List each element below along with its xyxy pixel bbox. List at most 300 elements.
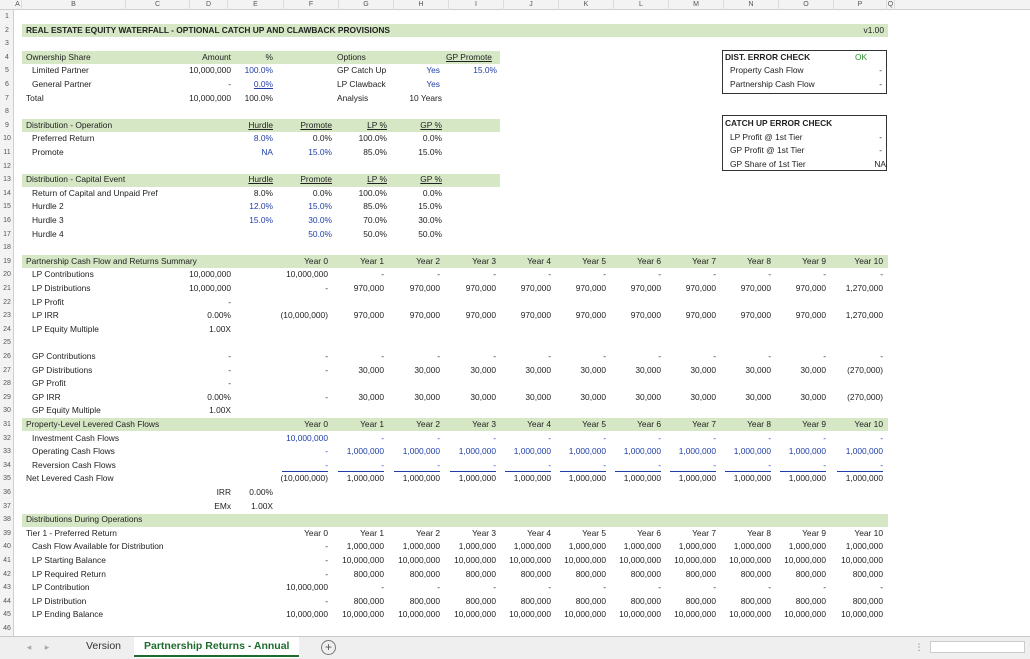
row-header-20[interactable]: 20 [3, 271, 11, 279]
year-value[interactable]: - [381, 582, 384, 593]
prev-sheet-button[interactable]: ◂ [26, 642, 32, 652]
dist_cap-hurdle[interactable]: 8.0% [253, 187, 273, 198]
year-header[interactable]: Year 0 [304, 527, 328, 538]
row-header-9[interactable]: 9 [5, 121, 9, 129]
year-value[interactable]: - [325, 283, 328, 293]
year-value[interactable]: 800,000 [630, 568, 661, 579]
row-header-17[interactable]: 17 [3, 230, 11, 238]
horizontal-scrollbar[interactable] [930, 641, 1025, 653]
year-value[interactable]: - [437, 432, 440, 443]
year-value[interactable]: - [603, 459, 606, 470]
year-value[interactable]: 1,000,000 [733, 541, 771, 552]
gp-share-tier-label[interactable]: GP Share of 1st Tier [730, 159, 806, 169]
dist_op-gp-pct[interactable]: 0.0% [422, 133, 442, 144]
column-header-b[interactable]: B [22, 0, 126, 10]
year-value[interactable]: 10,000,000 [342, 555, 384, 565]
ops-cf-label[interactable]: Cash Flow Available for Distribution [32, 541, 164, 552]
year-header[interactable]: Year 4 [527, 255, 551, 266]
year-value[interactable]: 10,000,000 [398, 555, 440, 565]
year-value[interactable]: - [823, 459, 826, 470]
dist_op-lp-header[interactable]: LP % [367, 119, 387, 130]
row-header-36[interactable]: 36 [3, 489, 11, 496]
row-header-32[interactable]: 32 [3, 434, 11, 442]
year-value[interactable]: 970,000 [795, 283, 826, 293]
row-header-35[interactable]: 35 [3, 475, 11, 483]
year-value[interactable]: - [325, 351, 328, 361]
dist_cap-gp-header[interactable]: GP % [420, 174, 442, 185]
property-header[interactable]: Property-Level Levered Cash Flows [26, 419, 160, 429]
year-value[interactable]: 10,000,000 [564, 555, 606, 565]
dist_cap-hurdle[interactable]: 12.0% [249, 201, 273, 212]
year-value[interactable]: 1,000,000 [623, 541, 661, 552]
year-value[interactable]: - [493, 432, 496, 443]
dist_cap-lp-pct[interactable]: 50.0% [363, 228, 387, 239]
row-header-10[interactable]: 10 [3, 135, 11, 143]
lp-profit-tier-value[interactable]: - [879, 131, 882, 142]
column-header-f[interactable]: F [284, 0, 339, 10]
year-value[interactable]: - [381, 269, 384, 280]
summary-gp_profit-label[interactable]: GP Profit [32, 378, 66, 389]
column-header-l[interactable]: L [614, 0, 669, 10]
year-value[interactable]: - [548, 582, 551, 593]
year-value[interactable]: - [713, 351, 716, 361]
year-value[interactable]: 1,000,000 [346, 541, 384, 552]
irr-label[interactable]: IRR [216, 487, 231, 497]
year-value[interactable]: - [768, 351, 771, 361]
summary-gp_contrib-label[interactable]: GP Contributions [32, 351, 96, 361]
column-header-k[interactable]: K [559, 0, 614, 10]
column-header-d[interactable]: D [190, 0, 228, 10]
year-value[interactable]: (270,000) [847, 364, 883, 375]
year-value[interactable]: 30,000 [470, 364, 496, 375]
irr-value[interactable]: 0.00% [249, 487, 273, 497]
year-value[interactable]: 970,000 [465, 310, 496, 321]
part-cf-label[interactable]: Partnership Cash Flow [730, 79, 815, 89]
year-value[interactable]: 10,000,000 [454, 609, 496, 620]
summary-header[interactable]: Partnership Cash Flow and Returns Summary [26, 255, 197, 266]
year-header[interactable]: Year 8 [747, 527, 771, 538]
more-options-icon[interactable]: ⋮ [914, 642, 924, 652]
summary-lp_dist-label[interactable]: LP Distributions [32, 283, 91, 293]
operating-cf-label[interactable]: Operating Cash Flows [32, 446, 115, 457]
year-value[interactable]: - [493, 582, 496, 593]
year-value[interactable]: - [325, 568, 328, 579]
year-value[interactable]: 800,000 [465, 595, 496, 606]
row-header-19[interactable]: 19 [3, 257, 11, 265]
dist_cap-header[interactable]: Distribution - Capital Event [26, 174, 126, 185]
year-value[interactable]: - [437, 582, 440, 593]
row-header-34[interactable]: 34 [3, 461, 11, 469]
year-value[interactable]: 1,000,000 [678, 446, 716, 457]
column-header-e[interactable]: E [228, 0, 284, 10]
year-header[interactable]: Year 2 [416, 419, 440, 429]
gp-promote-value[interactable]: 15.0% [473, 65, 497, 76]
tab-partnership-returns-annual[interactable]: Partnership Returns - Annual [134, 637, 299, 657]
year-value[interactable]: 970,000 [575, 283, 606, 293]
row-header-7[interactable]: 7 [5, 94, 9, 102]
year-header[interactable]: Year 6 [637, 527, 661, 538]
summary-gp_contrib-total[interactable]: - [228, 351, 231, 361]
year-value[interactable]: - [768, 269, 771, 280]
row-header-2[interactable]: 2 [5, 26, 9, 34]
year-value[interactable]: 30,000 [635, 391, 661, 402]
year-value[interactable]: 1,000,000 [568, 473, 606, 484]
column-header-q[interactable]: Q [887, 1, 894, 8]
dist_cap-row-label[interactable]: Hurdle 3 [32, 215, 64, 225]
row-header-37[interactable]: 37 [3, 502, 11, 510]
year-value[interactable]: 1,000,000 [346, 473, 384, 484]
row-header-25[interactable]: 25 [3, 339, 11, 347]
year-header[interactable]: Year 10 [854, 527, 883, 538]
row-header-27[interactable]: 27 [3, 366, 11, 374]
options-header[interactable]: Options [337, 51, 366, 62]
year-value[interactable]: 970,000 [409, 283, 440, 293]
row-header-1[interactable]: 1 [5, 13, 9, 20]
ops-lp_end-label[interactable]: LP Ending Balance [32, 609, 104, 620]
year-value[interactable]: - [603, 432, 606, 443]
row-header-33[interactable]: 33 [3, 448, 11, 456]
row-header-45[interactable]: 45 [3, 611, 11, 619]
year-value[interactable]: - [658, 432, 661, 443]
amount-header[interactable]: Amount [202, 51, 231, 62]
column-header-c[interactable]: C [126, 0, 190, 10]
dist_cap-lp-pct[interactable]: 70.0% [363, 215, 387, 225]
dist_op-lp-pct[interactable]: 85.0% [363, 147, 387, 157]
dist_op-row-label[interactable]: Preferred Return [32, 133, 95, 144]
lp-amount[interactable]: 10,000,000 [189, 65, 231, 76]
dist_cap-promote[interactable]: 15.0% [308, 201, 332, 212]
year-value[interactable]: 800,000 [465, 568, 496, 579]
row-header-38[interactable]: 38 [3, 516, 11, 524]
year-value[interactable]: 1,000,000 [733, 446, 771, 457]
lp-label[interactable]: Limited Partner [32, 65, 89, 76]
year-value[interactable]: 800,000 [740, 568, 771, 579]
gp-pct[interactable]: 0.0% [253, 79, 273, 89]
prop-cf-value[interactable]: - [879, 65, 882, 76]
summary-lp_irr-label[interactable]: LP IRR [32, 310, 59, 321]
dist_cap-promote[interactable]: 0.0% [312, 187, 332, 198]
year-value[interactable]: 10,000,000 [286, 582, 328, 593]
year-value[interactable]: 30,000 [580, 391, 606, 402]
summary-gp_irr-total[interactable]: 0.00% [207, 391, 231, 402]
year-value[interactable]: 1,000,000 [678, 541, 716, 552]
year-value[interactable]: 1,000,000 [623, 473, 661, 484]
year-value[interactable]: 1,000,000 [788, 541, 826, 552]
summary-gp_irr-label[interactable]: GP IRR [32, 391, 61, 402]
pct-header[interactable]: % [265, 51, 273, 62]
dist_cap-promote[interactable]: 50.0% [308, 228, 332, 239]
year-value[interactable]: - [823, 582, 826, 593]
year-value[interactable]: 800,000 [575, 568, 606, 579]
year-value[interactable]: - [548, 459, 551, 470]
summary-gp_profit-total[interactable]: - [228, 378, 231, 389]
year-value[interactable]: - [658, 269, 661, 280]
year-value[interactable]: 970,000 [630, 283, 661, 293]
year-value[interactable]: 30,000 [745, 364, 771, 375]
year-value[interactable]: 970,000 [409, 310, 440, 321]
analysis-value[interactable]: 10 Years [409, 92, 442, 103]
year-value[interactable]: 970,000 [795, 310, 826, 321]
year-value[interactable]: (10,000,000) [280, 473, 328, 484]
year-value[interactable]: 800,000 [520, 595, 551, 606]
year-value[interactable]: - [325, 459, 328, 470]
year-value[interactable]: 800,000 [630, 595, 661, 606]
year-header[interactable]: Year 10 [854, 419, 883, 429]
row-header-21[interactable]: 21 [3, 285, 11, 292]
summary-gp_em-total[interactable]: 1.00X [209, 405, 231, 416]
year-header[interactable]: Year 3 [472, 419, 496, 429]
year-value[interactable]: 800,000 [353, 595, 384, 606]
year-value[interactable]: 30,000 [800, 391, 826, 402]
summary-gp_dist-total[interactable]: - [228, 364, 231, 375]
year-value[interactable]: 10,000,000 [729, 555, 771, 565]
dist_op-promote[interactable]: 15.0% [308, 147, 332, 157]
version-label[interactable]: v1.00 [863, 24, 884, 35]
ops-header[interactable]: Distributions During Operations [26, 514, 143, 525]
net-levered-cf-label[interactable]: Net Levered Cash Flow [26, 473, 114, 484]
column-header-o[interactable]: O [779, 0, 834, 10]
year-value[interactable]: 10,000,000 [841, 609, 883, 620]
lp-profit-tier-label[interactable]: LP Profit @ 1st Tier [730, 131, 803, 142]
year-value[interactable]: - [658, 351, 661, 361]
summary-gp_em-label[interactable]: GP Equity Multiple [32, 405, 101, 416]
year-value[interactable]: 970,000 [630, 310, 661, 321]
dist_op-lp-pct[interactable]: 100.0% [358, 133, 387, 144]
year-value[interactable]: 10,000,000 [784, 555, 826, 565]
year-value[interactable]: 970,000 [685, 283, 716, 293]
year-header[interactable]: Year 9 [802, 255, 826, 266]
year-value[interactable]: 800,000 [795, 568, 826, 579]
year-value[interactable]: - [603, 351, 606, 361]
row-header-46[interactable]: 46 [3, 625, 11, 632]
year-value[interactable]: 10,000,000 [509, 555, 551, 565]
year-header[interactable]: Year 8 [747, 419, 771, 429]
year-value[interactable]: 10,000,000 [619, 555, 661, 565]
total-pct[interactable]: 100.0% [244, 92, 273, 103]
dist_op-hurdle[interactable]: NA [261, 147, 273, 157]
year-value[interactable]: 30,000 [690, 364, 716, 375]
dist_cap-row-label[interactable]: Return of Capital and Unpaid Pref [32, 187, 158, 198]
dist_op-hurdle[interactable]: 8.0% [253, 133, 273, 144]
dist_op-row-label[interactable]: Promote [32, 147, 64, 157]
year-value[interactable]: 30,000 [580, 364, 606, 375]
summary-lp_dist-total[interactable]: 10,000,000 [189, 283, 231, 293]
row-header-12[interactable]: 12 [3, 162, 11, 170]
ops-lp_contrib-label[interactable]: LP Contribution [32, 582, 90, 593]
year-value[interactable]: 970,000 [575, 310, 606, 321]
year-value[interactable]: - [768, 459, 771, 470]
year-value[interactable]: 30,000 [525, 364, 551, 375]
year-value[interactable]: 970,000 [685, 310, 716, 321]
year-value[interactable]: - [880, 269, 883, 280]
year-value[interactable]: - [880, 582, 883, 593]
year-value[interactable]: - [603, 269, 606, 280]
year-value[interactable]: - [713, 269, 716, 280]
row-header-26[interactable]: 26 [3, 353, 11, 360]
dist_cap-lp-pct[interactable]: 100.0% [358, 187, 387, 198]
year-value[interactable]: - [658, 582, 661, 593]
year-value[interactable]: 10,000,000 [509, 609, 551, 620]
year-value[interactable]: - [880, 351, 883, 361]
dist_cap-row-label[interactable]: Hurdle 4 [32, 228, 64, 239]
gp-profit-tier-label[interactable]: GP Profit @ 1st Tier [730, 145, 805, 156]
lp-pct[interactable]: 100.0% [244, 65, 273, 76]
year-value[interactable]: 10,000,000 [342, 609, 384, 620]
year-value[interactable]: - [880, 432, 883, 443]
row-header-42[interactable]: 42 [3, 570, 11, 578]
year-header[interactable]: Year 6 [637, 419, 661, 429]
column-header-a[interactable]: A [14, 0, 22, 10]
row-header-4[interactable]: 4 [5, 53, 9, 61]
year-header[interactable]: Year 3 [472, 527, 496, 538]
dist_op-hurdle-header[interactable]: Hurdle [248, 119, 273, 130]
year-value[interactable]: 1,000,000 [402, 446, 440, 457]
ops-lp_start-label[interactable]: LP Starting Balance [32, 555, 106, 565]
row-header-30[interactable]: 30 [3, 407, 11, 415]
year-value[interactable]: 10,000,000 [841, 555, 883, 565]
year-value[interactable]: 1,270,000 [845, 310, 883, 321]
dist_cap-hurdle-header[interactable]: Hurdle [248, 174, 273, 185]
year-header[interactable]: Year 2 [416, 255, 440, 266]
row-header-43[interactable]: 43 [3, 584, 11, 592]
year-value[interactable]: 1,000,000 [402, 473, 440, 484]
year-header[interactable]: Year 5 [582, 527, 606, 538]
catchup-error-header[interactable]: CATCH UP ERROR CHECK [725, 118, 833, 129]
catchup-label[interactable]: GP Catch Up [337, 65, 387, 76]
year-value[interactable]: 970,000 [353, 283, 384, 293]
year-value[interactable]: - [548, 269, 551, 280]
year-value[interactable]: 970,000 [353, 310, 384, 321]
year-value[interactable]: 1,000,000 [568, 541, 606, 552]
year-value[interactable]: 800,000 [353, 568, 384, 579]
year-value[interactable]: 1,000,000 [458, 473, 496, 484]
year-header[interactable]: Year 1 [360, 527, 384, 538]
year-value[interactable]: 800,000 [520, 568, 551, 579]
dist_cap-lp-pct[interactable]: 85.0% [363, 201, 387, 212]
dist_cap-gp-pct[interactable]: 50.0% [418, 228, 442, 239]
year-value[interactable]: 10,000,000 [286, 269, 328, 280]
year-value[interactable]: 970,000 [520, 310, 551, 321]
year-value[interactable]: 1,000,000 [845, 541, 883, 552]
year-value[interactable]: - [493, 269, 496, 280]
column-header-m[interactable]: M [669, 0, 724, 10]
year-value[interactable]: - [381, 459, 384, 470]
year-header[interactable]: Year 10 [854, 255, 883, 266]
year-value[interactable]: 1,000,000 [623, 446, 661, 457]
year-value[interactable]: (270,000) [847, 391, 883, 402]
row-header-6[interactable]: 6 [5, 81, 9, 88]
dist_cap-promote-header[interactable]: Promote [300, 174, 332, 185]
year-value[interactable]: 30,000 [635, 364, 661, 375]
year-value[interactable]: 10,000,000 [454, 555, 496, 565]
dist_op-promote-header[interactable]: Promote [300, 119, 332, 130]
year-header[interactable]: Year 8 [747, 255, 771, 266]
year-header[interactable]: Year 4 [527, 527, 551, 538]
year-value[interactable]: 800,000 [852, 595, 883, 606]
year-value[interactable]: - [713, 582, 716, 593]
year-header[interactable]: Year 5 [582, 255, 606, 266]
dist_cap-gp-pct[interactable]: 0.0% [422, 187, 442, 198]
column-header-n[interactable]: N [724, 0, 779, 10]
year-header[interactable]: Year 9 [802, 419, 826, 429]
summary-lp_profit-label[interactable]: LP Profit [32, 296, 64, 307]
row-header-31[interactable]: 31 [3, 421, 11, 428]
year-value[interactable]: 800,000 [685, 595, 716, 606]
summary-lp_contrib-total[interactable]: 10,000,000 [189, 269, 231, 280]
analysis-label[interactable]: Analysis [337, 92, 369, 103]
year-header[interactable]: Year 9 [802, 527, 826, 538]
year-value[interactable]: 30,000 [358, 391, 384, 402]
row-header-28[interactable]: 28 [3, 380, 11, 388]
year-header[interactable]: Year 6 [637, 255, 661, 266]
dist_cap-row-label[interactable]: Hurdle 2 [32, 201, 64, 212]
year-value[interactable]: 30,000 [414, 391, 440, 402]
gp-profit-tier-value[interactable]: - [879, 145, 882, 156]
row-header-13[interactable]: 13 [3, 176, 11, 184]
year-value[interactable]: 1,000,000 [845, 473, 883, 484]
year-value[interactable]: - [493, 459, 496, 470]
year-value[interactable]: - [325, 541, 328, 552]
column-header-j[interactable]: J [504, 0, 559, 10]
dist_cap-hurdle[interactable]: 15.0% [249, 215, 273, 225]
column-header-h[interactable]: H [394, 0, 449, 10]
emx-label[interactable]: EMx [214, 500, 231, 511]
year-value[interactable]: - [768, 432, 771, 443]
summary-lp_em-label[interactable]: LP Equity Multiple [32, 323, 99, 334]
year-value[interactable]: 1,000,000 [513, 541, 551, 552]
year-value[interactable]: 1,000,000 [346, 446, 384, 457]
clawback-value[interactable]: Yes [426, 79, 440, 89]
year-value[interactable]: - [325, 446, 328, 457]
year-value[interactable]: 800,000 [409, 568, 440, 579]
column-header-i[interactable]: I [449, 0, 504, 10]
year-value[interactable]: 10,000,000 [674, 555, 716, 565]
year-value[interactable]: - [823, 351, 826, 361]
year-value[interactable]: - [880, 459, 883, 470]
year-value[interactable]: 10,000,000 [564, 609, 606, 620]
dist_op-header[interactable]: Distribution - Operation [26, 119, 113, 130]
part-cf-value[interactable]: - [879, 79, 882, 89]
year-value[interactable]: - [493, 351, 496, 361]
ops-lp_dist-label[interactable]: LP Distribution [32, 595, 87, 606]
year-value[interactable]: 1,000,000 [458, 446, 496, 457]
row-header-44[interactable]: 44 [3, 597, 11, 605]
year-value[interactable]: - [548, 351, 551, 361]
row-header-15[interactable]: 15 [3, 203, 11, 211]
year-value[interactable]: 30,000 [470, 391, 496, 402]
year-value[interactable]: 970,000 [520, 283, 551, 293]
tab-version[interactable]: Version [86, 640, 122, 652]
year-value[interactable]: 30,000 [690, 391, 716, 402]
clawback-label[interactable]: LP Clawback [337, 79, 386, 89]
year-value[interactable]: 30,000 [414, 364, 440, 375]
year-value[interactable]: 10,000,000 [674, 609, 716, 620]
column-header-p[interactable]: P [834, 0, 887, 10]
year-value[interactable]: 10,000,000 [784, 609, 826, 620]
dist_cap-promote[interactable]: 30.0% [308, 215, 332, 225]
year-value[interactable]: 800,000 [575, 595, 606, 606]
year-value[interactable]: - [325, 391, 328, 402]
year-value[interactable]: 800,000 [740, 595, 771, 606]
sheet-title[interactable]: REAL ESTATE EQUITY WATERFALL - OPTIONAL CATCH UP AND CLAWBACK PROVISIONS [26, 24, 391, 35]
year-header[interactable]: Year 0 [304, 419, 328, 429]
row-header-29[interactable]: 29 [3, 393, 11, 401]
catchup-value[interactable]: Yes [426, 65, 440, 76]
year-value[interactable]: (10,000,000) [280, 310, 328, 321]
dist_cap-gp-pct[interactable]: 15.0% [418, 201, 442, 212]
gp-promote-header[interactable]: GP Promote [446, 51, 492, 62]
year-value[interactable]: - [823, 432, 826, 443]
